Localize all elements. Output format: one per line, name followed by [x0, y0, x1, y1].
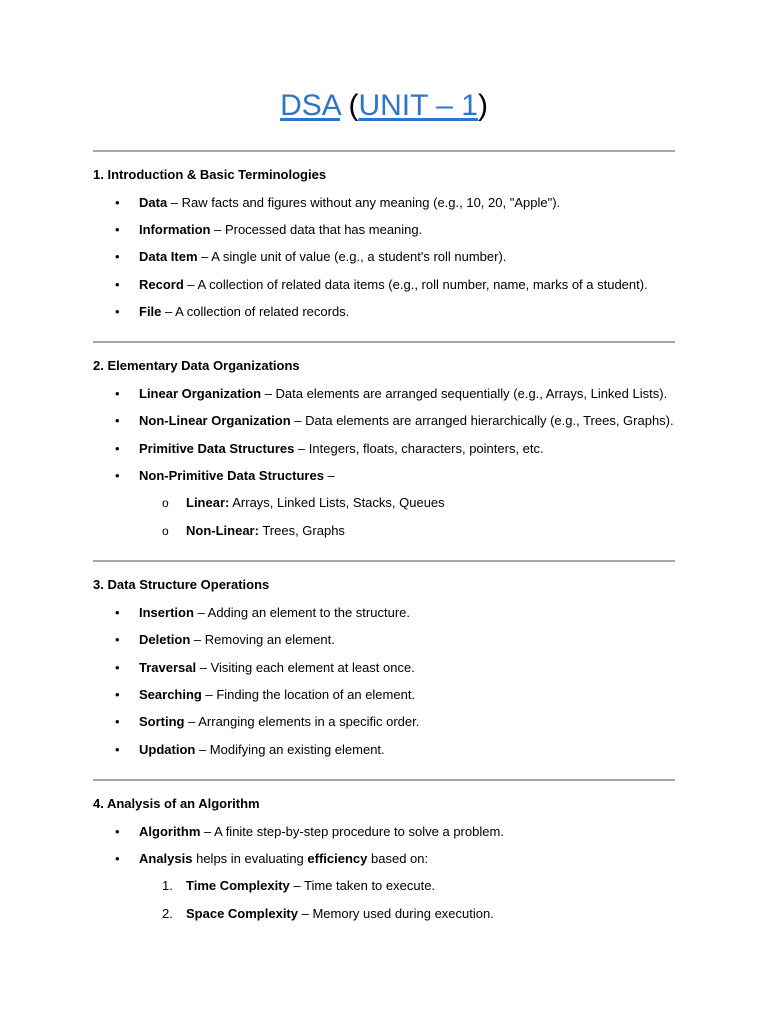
- description: – Data elements are arranged sequentially (e.g., Arrays, Linked Lists).: [261, 386, 668, 401]
- horizontal-rule: [93, 779, 675, 781]
- term: Space Complexity: [186, 906, 298, 921]
- list-item: [115, 467, 335, 485]
- section-heading: 2. Elementary Data Organizations: [93, 358, 300, 373]
- list-item: [115, 412, 674, 430]
- bullet-icon: •: [115, 222, 120, 237]
- term: Non-Primitive Data Structures: [139, 468, 324, 483]
- list-item: [115, 303, 350, 321]
- title-paren-open: (: [348, 89, 359, 122]
- bullet-icon: •: [115, 249, 120, 264]
- term: Analysis: [139, 851, 193, 866]
- description: – Data elements are arranged hierarchically (e.g., Trees, Graphs).: [290, 413, 674, 428]
- bullet-icon: •: [115, 742, 120, 757]
- term: Deletion: [139, 632, 191, 647]
- description: – Integers, floats, characters, pointers, etc.: [294, 441, 544, 456]
- description: based on:: [367, 851, 429, 866]
- list-item: [115, 221, 423, 239]
- bullet-icon: •: [115, 441, 120, 456]
- term: Information: [139, 222, 211, 237]
- list-item: [115, 659, 415, 677]
- term: Updation: [139, 742, 196, 757]
- title-paren-close: ): [477, 89, 488, 122]
- list-item: [115, 850, 429, 868]
- list-item: [115, 248, 507, 266]
- bullet-icon: •: [115, 714, 120, 729]
- bullet-icon: •: [115, 824, 120, 839]
- section-heading: 4. Analysis of an Algorithm: [93, 796, 260, 811]
- term: Primitive Data Structures: [139, 441, 295, 456]
- list-item: [115, 385, 668, 403]
- description: – Memory used during execution.: [298, 906, 494, 921]
- list-item: [115, 713, 420, 731]
- horizontal-rule: [93, 341, 675, 343]
- bullet-icon: •: [115, 277, 120, 292]
- description: Arrays, Linked Lists, Stacks, Queues: [229, 495, 445, 510]
- description: – Time taken to execute.: [289, 878, 436, 893]
- term: Insertion: [139, 605, 194, 620]
- bullet-icon: •: [115, 386, 120, 401]
- description: – A single unit of value (e.g., a student's roll number).: [197, 249, 507, 264]
- bullet-icon: •: [115, 413, 120, 428]
- list-item: [115, 823, 504, 841]
- description: – A finite step-by-step procedure to solve a problem.: [200, 824, 504, 839]
- description: – Processed data that has meaning.: [210, 222, 423, 237]
- bullet-icon: •: [115, 851, 120, 866]
- term: Non-Linear:: [186, 523, 259, 538]
- term: File: [139, 304, 162, 319]
- term: Linear Organization: [139, 386, 262, 401]
- bullet-icon: •: [115, 468, 120, 483]
- description: – Arranging elements in a specific order.: [184, 714, 420, 729]
- bullet-icon: •: [115, 660, 120, 675]
- list-item: [115, 194, 561, 212]
- term: Sorting: [139, 714, 185, 729]
- title-link-unit[interactable]: UNIT – 1: [358, 89, 478, 122]
- description: – Modifying an existing element.: [195, 742, 385, 757]
- item-number: 1.: [162, 878, 173, 893]
- section-heading: 3. Data Structure Operations: [93, 577, 270, 592]
- term: Non-Linear Organization: [139, 413, 291, 428]
- description: – Adding an element to the structure.: [193, 605, 410, 620]
- circle-bullet-icon: o: [162, 496, 169, 510]
- description: – Finding the location of an element.: [201, 687, 416, 702]
- bullet-icon: •: [115, 687, 120, 702]
- page-title: [0, 86, 768, 126]
- term: Traversal: [139, 660, 197, 675]
- term: Algorithm: [139, 824, 201, 839]
- term: Record: [139, 277, 184, 292]
- term: Data Item: [139, 249, 198, 264]
- list-item: [115, 440, 544, 458]
- description: –: [323, 468, 335, 483]
- sub-list-item: [162, 494, 445, 512]
- description: – Raw facts and figures without any meaning (e.g., 10, 20, "Apple").: [167, 195, 561, 210]
- title-link-dsa[interactable]: DSA: [280, 89, 341, 122]
- numbered-item: [162, 905, 494, 923]
- term: Searching: [139, 687, 202, 702]
- description: – Visiting each element at least once.: [196, 660, 415, 675]
- horizontal-rule: [93, 560, 675, 562]
- item-number: 2.: [162, 906, 173, 921]
- term: Data: [139, 195, 168, 210]
- horizontal-rule: [93, 150, 675, 152]
- description: Trees, Graphs: [258, 523, 345, 538]
- bullet-icon: •: [115, 632, 120, 647]
- term: Time Complexity: [186, 878, 290, 893]
- list-item: [115, 741, 385, 759]
- bullet-icon: •: [115, 195, 120, 210]
- term: efficiency: [307, 851, 368, 866]
- description: – A collection of related data items (e.g., roll number, name, marks of a student).: [183, 277, 648, 292]
- bullet-icon: •: [115, 605, 120, 620]
- numbered-item: [162, 877, 436, 895]
- section-heading: 1. Introduction & Basic Terminologies: [93, 167, 327, 182]
- description: – Removing an element.: [190, 632, 335, 647]
- description: helps in evaluating: [192, 851, 308, 866]
- sub-list-item: [162, 522, 345, 540]
- bullet-icon: •: [115, 304, 120, 319]
- description: – A collection of related records.: [161, 304, 350, 319]
- circle-bullet-icon: o: [162, 524, 169, 538]
- list-item: [115, 631, 335, 649]
- term: Linear:: [186, 495, 230, 510]
- list-item: [115, 604, 410, 622]
- list-item: [115, 276, 648, 294]
- list-item: [115, 686, 416, 704]
